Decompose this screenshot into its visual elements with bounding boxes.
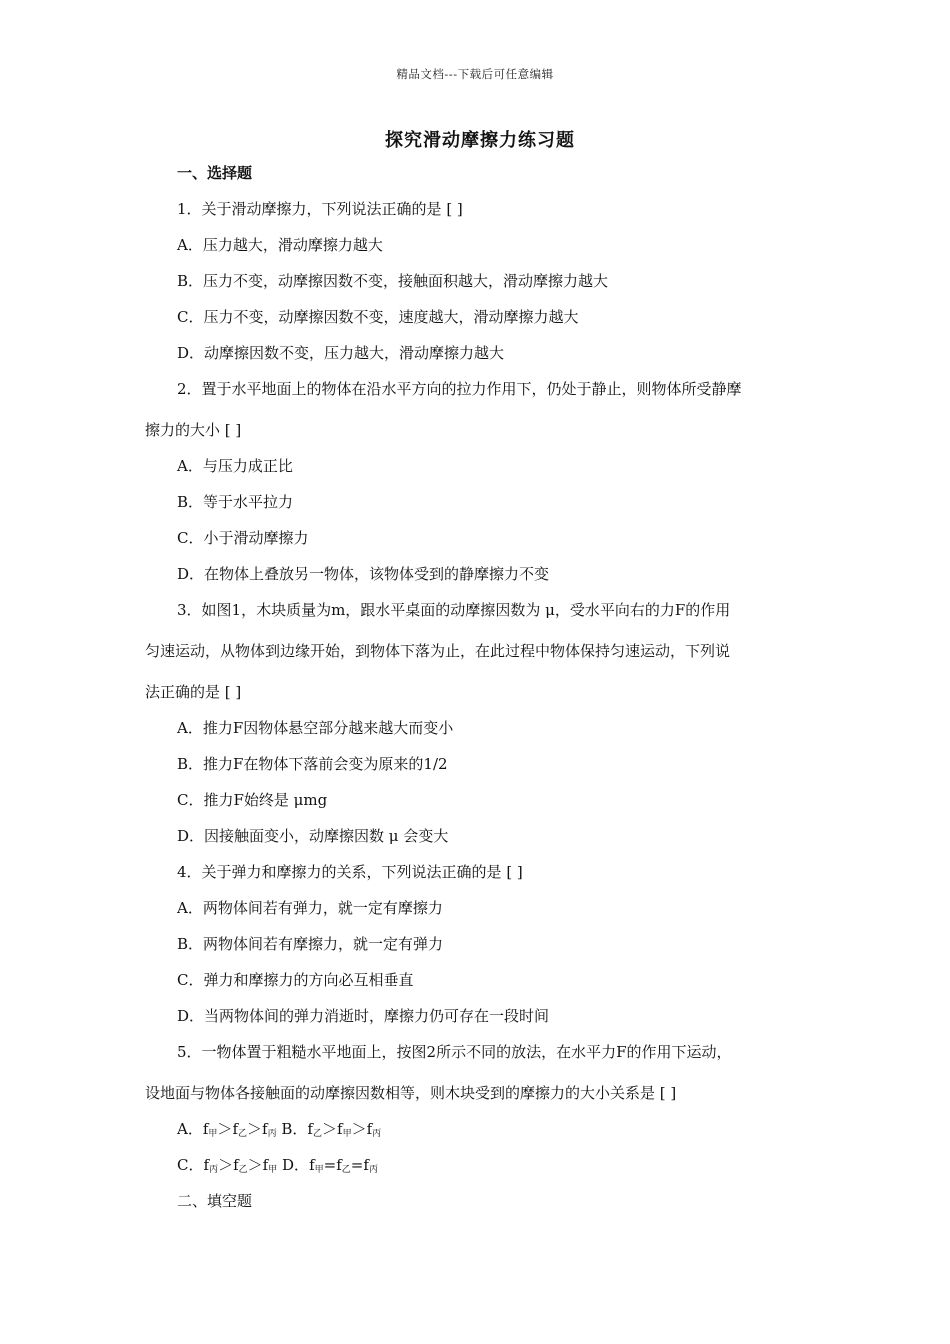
q4-option-c: C．弹力和摩擦力的方向必互相垂直 — [177, 971, 414, 989]
q5-option-a: A．$f_甲>f_乙>f_丙$ — [177, 1120, 277, 1139]
q2-option-c: C．小于滑动摩擦力 — [177, 529, 309, 547]
q3-option-b: B．推力F在物体下落前会变为原来的1/2 — [177, 755, 448, 773]
q1-stem: 1．关于滑动摩擦力，下列说法正确的是 [ ] — [177, 200, 463, 218]
q1-option-c: C．压力不变，动摩擦因数不变，速度越大，滑动摩擦力越大 — [177, 308, 579, 326]
q4-option-b: B．两物体间若有摩擦力，就一定有弹力 — [177, 935, 444, 953]
q5-option-d: D．$f_甲=f_乙=f_丙$ — [282, 1156, 378, 1175]
q2-option-a: A．与压力成正比 — [177, 457, 293, 475]
section-heading-fill: 二、填空题 — [177, 1192, 253, 1210]
q1-option-d: D．动摩擦因数不变，压力越大，滑动摩擦力越大 — [177, 344, 505, 362]
q3-stem-line1: 3．如图1，木块质量为m，跟水平桌面的动摩擦因数为 μ，受水平向右的力F的作用 — [177, 601, 731, 619]
page-header: 精品文档---下载后可任意编辑 — [396, 67, 554, 81]
q5-options-ab — [177, 1119, 381, 1144]
q2-option-d: D．在物体上叠放另一物体，该物体受到的静摩擦力不变 — [177, 565, 550, 583]
q2-stem-line1: 2．置于水平地面上的物体在沿水平方向的拉力作用下，仍处于静止，则物体所受静摩 — [177, 380, 742, 398]
q3-option-a: A．推力F因物体悬空部分越来越大而变小 — [177, 719, 454, 737]
q5-stem-line1: 5．一物体置于粗糙水平地面上，按图2所示不同的放法，在水平力F的作用下运动， — [177, 1043, 732, 1061]
q4-stem: 4．关于弹力和摩擦力的关系，下列说法正确的是 [ ] — [177, 863, 523, 881]
q1-option-a: A．压力越大，滑动摩擦力越大 — [177, 236, 383, 254]
q1-option-b: B．压力不变，动摩擦因数不变，接触面积越大，滑动摩擦力越大 — [177, 272, 609, 290]
section-heading-choice: 一、选择题 — [177, 164, 253, 182]
q5-option-b: B．$f_乙>f_甲>f_丙$ — [281, 1120, 382, 1139]
q5-options-cd — [177, 1155, 378, 1180]
q2-stem-line2: 擦力的大小 [ ] — [145, 421, 242, 439]
q2-option-b: B．等于水平拉力 — [177, 493, 294, 511]
q4-option-a: A．两物体间若有弹力，就一定有摩擦力 — [177, 899, 443, 917]
q5-option-c: C．$f_丙>f_乙>f_甲$ — [177, 1156, 278, 1175]
q5-stem-line2: 设地面与物体各接触面的动摩擦因数相等，则木块受到的摩擦力的大小关系是 [ ] — [145, 1084, 677, 1102]
q3-option-d: D．因接触面变小，动摩擦因数 μ 会变大 — [177, 827, 449, 845]
q4-option-d: D．当两物体间的弹力消逝时，摩擦力仍可存在一段时间 — [177, 1007, 550, 1025]
page-title: 探究滑动摩擦力练习题 — [385, 130, 575, 151]
q3-option-c: C．推力F始终是 μmg — [177, 791, 328, 809]
q3-stem-line3: 法正确的是 [ ] — [145, 683, 242, 701]
q3-stem-line2: 匀速运动，从物体到边缘开始，到物体下落为止，在此过程中物体保持匀速运动，下列说 — [145, 642, 731, 660]
